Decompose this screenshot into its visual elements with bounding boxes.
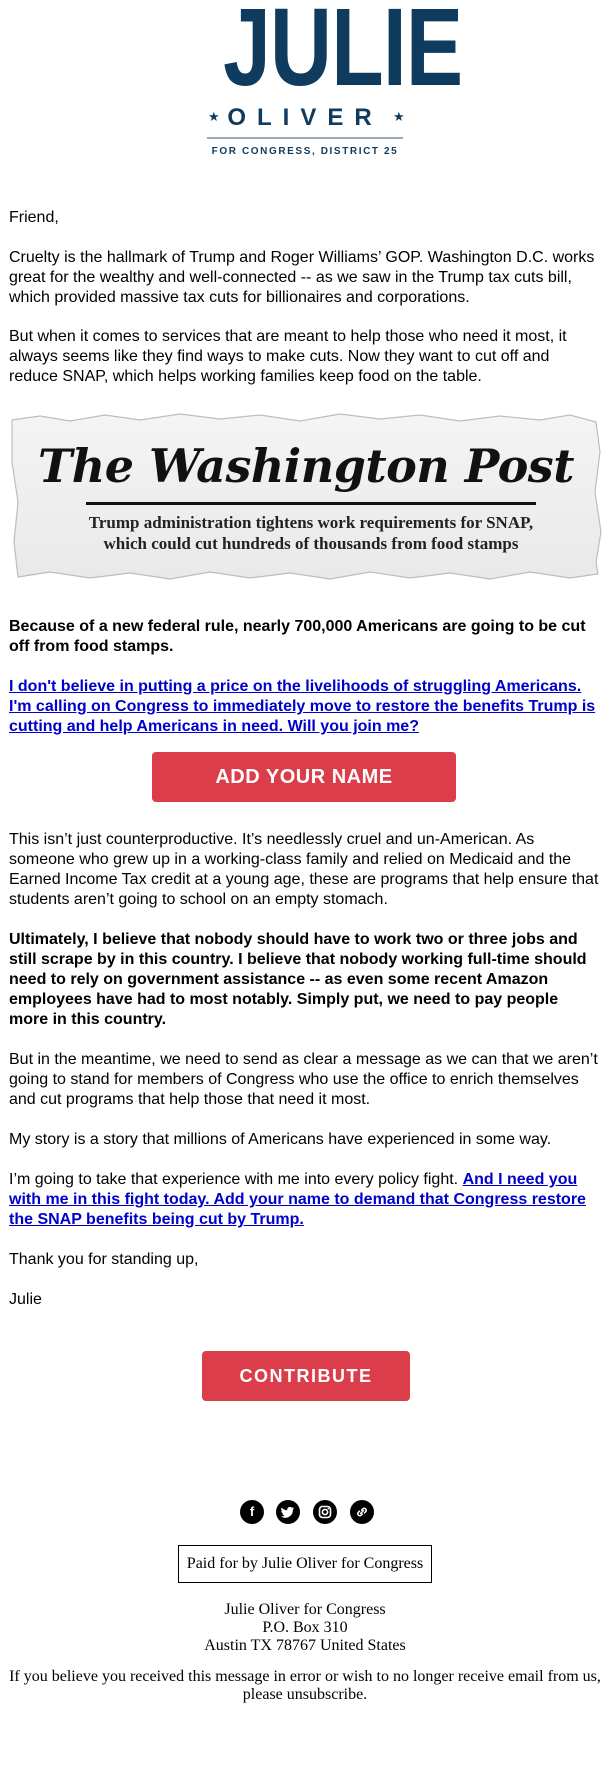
story-paragraph: My story is a story that millions of Americans have experienced in some way. bbox=[9, 1131, 552, 1148]
fight-paragraph bbox=[9, 1170, 601, 1230]
bold-statement bbox=[9, 617, 601, 657]
logo-divider bbox=[207, 137, 403, 139]
twitter-icon[interactable] bbox=[276, 1500, 300, 1524]
link-icon[interactable] bbox=[350, 1500, 374, 1524]
belief-paragraph-text: Ultimately, I believe that nobody should have to work two or three jobs and still scrape by in this country. I believe that nobody working full-time should need to rely on government assistance -- as even some recent Amazon employees have had to most notably. Simply put, we need to pay people more in this country. bbox=[9, 931, 587, 1028]
logo-first-name: JULIE bbox=[223, 0, 463, 109]
snap-paragraph: But when it comes to services that are meant to help those who need it most, it always seems like they find ways to make cuts. Now they want to cut off and reduce SNAP, which helps working families keep food on the table. bbox=[9, 328, 567, 385]
bold-statement-text: Because of a new federal rule, nearly 700,000 Americans are going to be cut off from food stamps. bbox=[9, 618, 586, 655]
footer-city: Austin TX 78767 United States bbox=[204, 1637, 406, 1654]
paid-for-box: Paid for by Julie Oliver for Congress bbox=[178, 1545, 432, 1583]
signoff: Thank you for standing up, bbox=[9, 1251, 199, 1268]
footer-po-box: P.O. Box 310 bbox=[262, 1619, 348, 1636]
counterproductive-paragraph: This isn’t just counterproductive. It’s needlessly cruel and un-American. As someone who grew up in a working-class family and relied on Medicaid and the Earned Income Tax credit at a young age, these are programs that help ensure that students aren’t going to school on an empty stomach. bbox=[9, 831, 599, 908]
add-your-name-button[interactable]: ADD YOUR NAME bbox=[152, 752, 456, 802]
fight-paragraph-text: I’m going to take that experience with me into every policy fight. bbox=[9, 1171, 463, 1188]
greeting: Friend, bbox=[9, 209, 59, 226]
restore-snap-link[interactable]: And I need you with me in this fight today. Add your name to demand that Congress restore the SNAP benefits being cut by Trump. bbox=[9, 1171, 586, 1228]
signature: Julie bbox=[9, 1291, 42, 1308]
contribute-button[interactable]: CONTRIBUTE bbox=[202, 1351, 410, 1401]
newspaper-masthead: The Washington Post bbox=[38, 439, 574, 493]
logo-star-right: ★ bbox=[393, 109, 405, 124]
belief-paragraph bbox=[9, 930, 601, 1030]
intro-paragraph: Cruelty is the hallmark of Trump and Roger Williams’ GOP. Washington D.C. works great for the wealthy and well-connected -- as we saw in the Trump tax cuts bill, which provided massive tax cuts for billionaires and corporations. bbox=[9, 249, 595, 306]
instagram-icon[interactable] bbox=[313, 1500, 337, 1524]
news-headline: Trump administration tightens work requirements for SNAP, which could cut hundreds of thousands from food stamps bbox=[88, 513, 534, 553]
news-clipping bbox=[10, 412, 602, 582]
masthead-rule bbox=[86, 502, 536, 505]
logo-star-left: ★ bbox=[208, 109, 220, 124]
logo-subtitle: FOR CONGRESS, DISTRICT 25 bbox=[211, 146, 399, 157]
logo-last-name: OLIVER bbox=[227, 104, 383, 131]
facebook-icon[interactable]: f bbox=[240, 1500, 264, 1524]
message-paragraph: But in the meantime, we need to send as clear a message as we can that we aren’t going to stand for members of Congress who use the office to enrich themselves and cut programs that help those that need it most. bbox=[9, 1051, 598, 1108]
footer-org: Julie Oliver for Congress bbox=[224, 1601, 386, 1618]
petition-paragraph bbox=[9, 677, 601, 737]
unsubscribe-disclaimer: If you believe you received this message in error or wish to no longer receive email from us, please unsubscribe. bbox=[9, 1668, 601, 1703]
petition-link[interactable]: I don't believe in putting a price on the livelihoods of struggling Americans. I'm calling on Congress to immediately move to restore the benefits Trump is cutting and help Americans in need. Will you join me? bbox=[9, 678, 596, 735]
